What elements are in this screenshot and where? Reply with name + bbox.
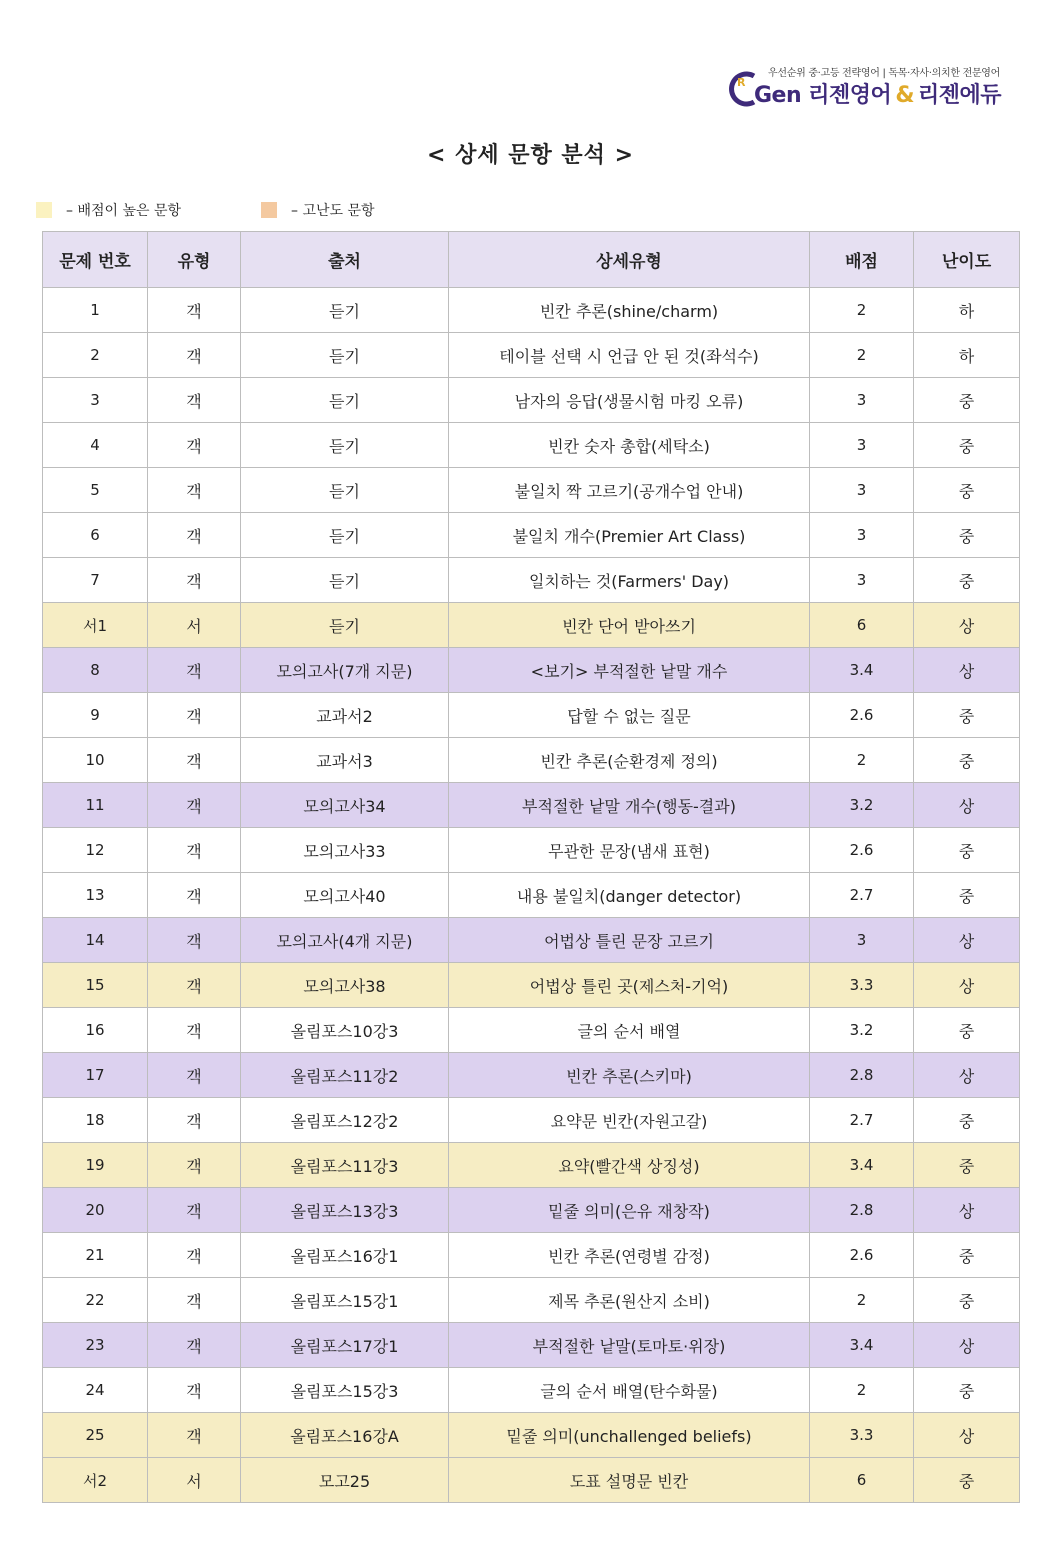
cell-detail: 답할 수 없는 질문 [449,693,810,738]
cell-level: 중 [914,1008,1020,1053]
cell-detail: 빈칸 숫자 총합(세탁소) [449,423,810,468]
cell-score: 2.6 [810,693,914,738]
cell-score: 2 [810,333,914,378]
cell-detail: 빈칸 추론(스키마) [449,1053,810,1098]
legend-high-score [36,200,181,220]
table-row [43,1323,1020,1368]
cell-score: 2 [810,738,914,783]
cell-source: 올림포스17강1 [241,1323,449,1368]
table-row [43,1458,1020,1503]
cell-no: 24 [43,1368,148,1413]
cell-type: 객 [148,1053,241,1098]
cell-source: 듣기 [241,468,449,513]
cell-detail: 빈칸 추론(shine/charm) [449,288,810,333]
cell-source: 듣기 [241,513,449,558]
cell-no: 16 [43,1008,148,1053]
cell-detail: 불일치 개수(Premier Art Class) [449,513,810,558]
analysis-table [42,231,1020,1503]
logo-r-letter: R [737,76,746,89]
table-row [43,603,1020,648]
cell-source: 올림포스15강3 [241,1368,449,1413]
logo-brand-b: 리젠에듀 [918,83,1002,108]
cell-source: 모의고사40 [241,873,449,918]
cell-score: 3 [810,423,914,468]
cell-no: 15 [43,963,148,1008]
cell-detail: 밑줄 의미(unchallenged beliefs) [449,1413,810,1458]
cell-level: 상 [914,1188,1020,1233]
cell-type: 객 [148,738,241,783]
cell-score: 3 [810,468,914,513]
cell-type: 객 [148,558,241,603]
cell-type: 객 [148,828,241,873]
table-row [43,288,1020,333]
cell-no: 22 [43,1278,148,1323]
cell-source: 올림포스15강1 [241,1278,449,1323]
cell-no: 서2 [43,1458,148,1503]
cell-type: 객 [148,1098,241,1143]
cell-detail: 빈칸 추론(연령별 감정) [449,1233,810,1278]
table-row [43,1278,1020,1323]
cell-score: 3.2 [810,783,914,828]
cell-detail: 도표 설명문 빈칸 [449,1458,810,1503]
table-row [43,378,1020,423]
table-row [43,1008,1020,1053]
cell-type: 객 [148,783,241,828]
cell-detail: 무관한 문장(냄새 표현) [449,828,810,873]
cell-level: 중 [914,468,1020,513]
cell-level: 상 [914,1323,1020,1368]
cell-level: 상 [914,783,1020,828]
cell-no: 19 [43,1143,148,1188]
table-row [43,648,1020,693]
cell-level: 상 [914,1413,1020,1458]
brand-logo [728,62,1018,112]
table-row [43,1368,1020,1413]
cell-no: 12 [43,828,148,873]
cell-level: 하 [914,288,1020,333]
cell-source: 모고25 [241,1458,449,1503]
cell-source: 모의고사38 [241,963,449,1008]
cell-type: 객 [148,963,241,1008]
cell-no: 서1 [43,603,148,648]
legend-label-hard: – 고난도 문항 [291,203,375,219]
cell-score: 2 [810,1278,914,1323]
cell-type: 객 [148,288,241,333]
header-source: 출처 [241,232,449,288]
cell-type: 객 [148,468,241,513]
logo-brand-a: Gen 리젠영어 [754,83,892,108]
cell-score: 2 [810,1368,914,1413]
cell-level: 상 [914,918,1020,963]
cell-level: 중 [914,1278,1020,1323]
page-title: < 상세 문항 분석 > [426,143,635,168]
cell-type: 객 [148,873,241,918]
cell-detail: 글의 순서 배열(탄수화물) [449,1368,810,1413]
cell-level: 중 [914,513,1020,558]
cell-level: 하 [914,333,1020,378]
cell-source: 듣기 [241,288,449,333]
cell-detail: 빈칸 단어 받아쓰기 [449,603,810,648]
table-row [43,738,1020,783]
cell-level: 중 [914,378,1020,423]
header-no: 문제 번호 [43,232,148,288]
cell-source: 올림포스11강2 [241,1053,449,1098]
logo-tagline: 우선순위 중·고등 전략영어 | 독목·자사·의치한 전문영어 [768,68,1001,79]
cell-level: 상 [914,1053,1020,1098]
cell-level: 상 [914,648,1020,693]
table-body [43,288,1020,1503]
cell-level: 중 [914,1233,1020,1278]
cell-score: 2.8 [810,1188,914,1233]
cell-source: 올림포스16강1 [241,1233,449,1278]
cell-detail: 부적절한 낱말(토마토·위장) [449,1323,810,1368]
cell-type: 객 [148,1008,241,1053]
cell-score: 2.6 [810,1233,914,1278]
cell-no: 8 [43,648,148,693]
cell-no: 21 [43,1233,148,1278]
cell-detail: 남자의 응답(생물시험 마킹 오류) [449,378,810,423]
cell-type: 객 [148,1323,241,1368]
table-row [43,1233,1020,1278]
cell-score: 3.4 [810,1143,914,1188]
table-header-row [43,232,1020,288]
cell-source: 모의고사33 [241,828,449,873]
cell-detail: 어법상 틀린 문장 고르기 [449,918,810,963]
cell-detail: 글의 순서 배열 [449,1008,810,1053]
cell-source: 올림포스10강3 [241,1008,449,1053]
cell-score: 3 [810,918,914,963]
cell-type: 객 [148,693,241,738]
cell-score: 3 [810,513,914,558]
cell-no: 17 [43,1053,148,1098]
cell-level: 중 [914,558,1020,603]
cell-detail: 부적절한 낱말 개수(행동-결과) [449,783,810,828]
cell-score: 2.6 [810,828,914,873]
cell-score: 3.3 [810,1413,914,1458]
cell-no: 18 [43,1098,148,1143]
cell-no: 25 [43,1413,148,1458]
cell-no: 2 [43,333,148,378]
cell-source: 올림포스12강2 [241,1098,449,1143]
cell-type: 객 [148,648,241,693]
cell-no: 3 [43,378,148,423]
cell-no: 13 [43,873,148,918]
cell-type: 서 [148,1458,241,1503]
cell-type: 객 [148,1233,241,1278]
table-row [43,783,1020,828]
cell-type: 객 [148,918,241,963]
cell-level: 상 [914,963,1020,1008]
cell-source: 교과서3 [241,738,449,783]
cell-no: 20 [43,1188,148,1233]
cell-level: 중 [914,693,1020,738]
cell-source: 듣기 [241,333,449,378]
cell-no: 23 [43,1323,148,1368]
cell-detail: 어법상 틀린 곳(제스처-기억) [449,963,810,1008]
cell-source: 교과서2 [241,693,449,738]
cell-source: 모의고사34 [241,783,449,828]
cell-detail: 일치하는 것(Farmers' Day) [449,558,810,603]
logo-wordmark [754,78,1001,109]
table-row [43,693,1020,738]
cell-level: 중 [914,828,1020,873]
table-row [43,513,1020,558]
cell-score: 3 [810,558,914,603]
cell-detail: 빈칸 추론(순환경제 정의) [449,738,810,783]
cell-no: 10 [43,738,148,783]
cell-source: 듣기 [241,558,449,603]
cell-source: 듣기 [241,423,449,468]
cell-source: 모의고사(4개 지문) [241,918,449,963]
cell-score: 6 [810,603,914,648]
cell-source: 올림포스16강A [241,1413,449,1458]
header-level: 난이도 [914,232,1020,288]
cell-type: 객 [148,1188,241,1233]
cell-score: 6 [810,1458,914,1503]
cell-source: 듣기 [241,378,449,423]
cell-no: 9 [43,693,148,738]
table-row [43,918,1020,963]
cell-detail: 내용 불일치(danger detector) [449,873,810,918]
table-row [43,558,1020,603]
cell-detail: 요약(빨간색 상징성) [449,1143,810,1188]
header-score: 배점 [810,232,914,288]
table-row [43,963,1020,1008]
cell-score: 3.4 [810,1323,914,1368]
legend-label-high-score: – 배점이 높은 문항 [66,203,182,219]
cell-no: 5 [43,468,148,513]
cell-no: 4 [43,423,148,468]
legend-swatch-high-score [36,202,52,218]
cell-level: 중 [914,423,1020,468]
table-row [43,1413,1020,1458]
cell-type: 객 [148,1143,241,1188]
cell-type: 객 [148,1413,241,1458]
cell-detail: <보기> 부적절한 낱말 개수 [449,648,810,693]
cell-type: 객 [148,1278,241,1323]
cell-no: 7 [43,558,148,603]
table-row [43,828,1020,873]
cell-score: 2.7 [810,1098,914,1143]
cell-detail: 불일치 짝 고르기(공개수업 안내) [449,468,810,513]
cell-detail: 제목 추론(원산지 소비) [449,1278,810,1323]
logo-ampersand: & [895,83,914,108]
cell-score: 3.3 [810,963,914,1008]
cell-level: 상 [914,603,1020,648]
cell-source: 듣기 [241,603,449,648]
cell-source: 올림포스11강3 [241,1143,449,1188]
cell-level: 중 [914,1143,1020,1188]
cell-level: 중 [914,738,1020,783]
cell-level: 중 [914,1368,1020,1413]
table-row [43,423,1020,468]
cell-type: 객 [148,423,241,468]
cell-detail: 테이블 선택 시 언급 안 된 것(좌석수) [449,333,810,378]
cell-detail: 밑줄 의미(은유 재창작) [449,1188,810,1233]
cell-score: 3.2 [810,1008,914,1053]
cell-score: 2.7 [810,873,914,918]
cell-type: 객 [148,513,241,558]
cell-no: 6 [43,513,148,558]
table-row [43,1143,1020,1188]
cell-source: 모의고사(7개 지문) [241,648,449,693]
table-row [43,1098,1020,1143]
table-row [43,1053,1020,1098]
table-row [43,1188,1020,1233]
cell-type: 객 [148,333,241,378]
table-row [43,468,1020,513]
cell-level: 중 [914,873,1020,918]
cell-type: 서 [148,603,241,648]
cell-score: 3 [810,378,914,423]
cell-no: 1 [43,288,148,333]
header-detail: 상세유형 [449,232,810,288]
cell-source: 올림포스13강3 [241,1188,449,1233]
table-row [43,333,1020,378]
header-type: 유형 [148,232,241,288]
cell-no: 14 [43,918,148,963]
cell-detail: 요약문 빈칸(자원고갈) [449,1098,810,1143]
cell-no: 11 [43,783,148,828]
legend-swatch-hard [261,202,277,218]
legend-hard [261,200,375,220]
cell-type: 객 [148,378,241,423]
cell-level: 중 [914,1098,1020,1143]
cell-score: 2 [810,288,914,333]
table-row [43,873,1020,918]
cell-level: 중 [914,1458,1020,1503]
cell-score: 2.8 [810,1053,914,1098]
cell-type: 객 [148,1368,241,1413]
cell-score: 3.4 [810,648,914,693]
